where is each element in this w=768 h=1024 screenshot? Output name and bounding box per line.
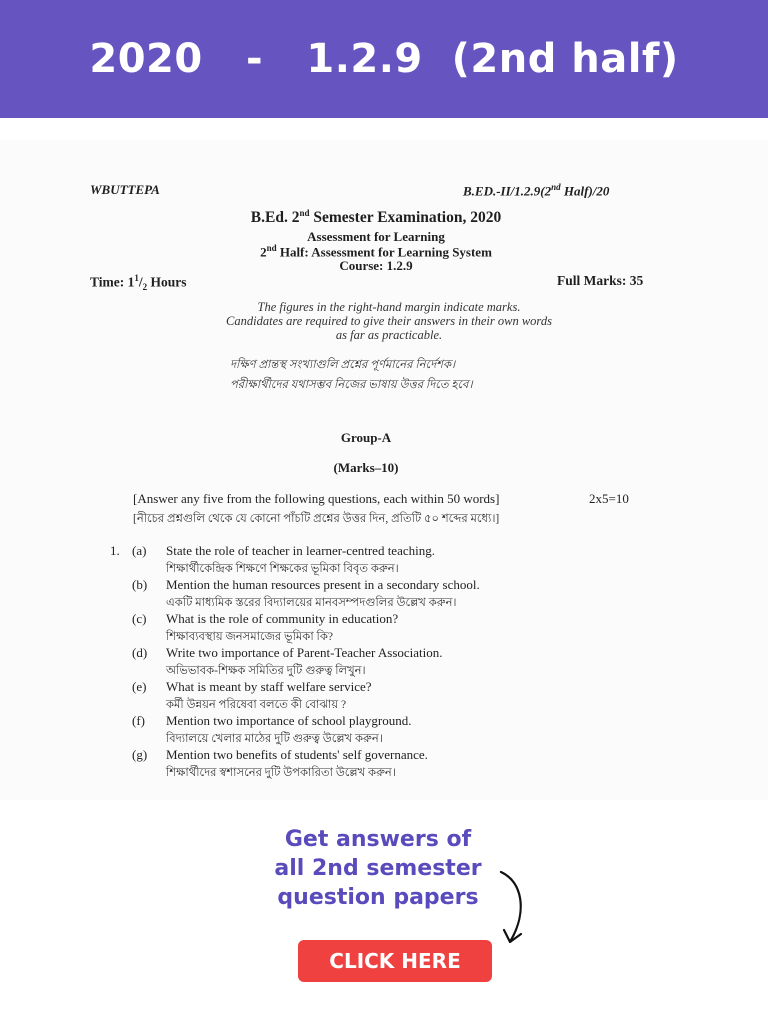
answer-instruction-bn: [নীচের প্রশ্নগুলি থেকে যে কোনো পাঁচটি প্রশ্নের উত্তর দিন, প্রতিটি ৫০ শব্দের মধ্যে।] — [133, 513, 500, 525]
question-text-bn: অভিভাবক-শিক্ষক সমিতির দুটি গুরুত্ব লিখুন। — [166, 665, 366, 677]
title-banner — [0, 0, 768, 118]
question-letter: (b) — [132, 577, 148, 592]
instruction-en-2: Candidates are required to give their answers in their own words — [226, 314, 552, 328]
instruction-bn-2: পরীক্ষার্থীদের যথাসম্ভব নিজের ভাষায় উত্তর দিতে হবে। — [230, 379, 473, 391]
cta-line-3: question papers — [277, 885, 479, 910]
question-letter: (a) — [132, 543, 147, 558]
banner-title: 2020 - 1.2.9 (2nd half) — [89, 36, 679, 82]
header-left: WBUTTEPA — [90, 182, 160, 197]
full-marks: Full Marks: 35 — [557, 273, 644, 288]
question-text: Mention two importance of school playground. — [166, 713, 412, 728]
question-text-bn: একটি মাধ্যমিক স্তরের বিদ্যালয়ের মানবসম্পদগুলির উল্লেখ করুন। — [166, 597, 457, 609]
curved-arrow-down-icon — [493, 868, 533, 950]
question-letter: (e) — [132, 679, 147, 694]
answer-instruction: [Answer any five from the following questions, each within 50 words] — [133, 491, 500, 506]
instruction-en-1: The figures in the right-hand margin indicate marks. — [257, 300, 521, 314]
question-text: Write two importance of Parent-Teacher Association. — [166, 645, 443, 660]
question-letter: (c) — [132, 611, 147, 626]
question-text-bn: শিক্ষার্থীদের স্বশাসনের দুটি উপকারিতা উল্লেখ করুন। — [166, 767, 396, 779]
question-text: What is the role of community in education? — [166, 611, 399, 626]
question-text: Mention two benefits of students' self governance. — [166, 747, 428, 762]
question-letter: (g) — [132, 747, 148, 762]
question-number: 1. — [110, 543, 120, 558]
question-text: Mention the human resources present in a secondary school. — [166, 577, 480, 592]
question-letter: (f) — [132, 713, 145, 728]
cta-line-2: all 2nd semester — [274, 856, 482, 881]
cta-line-1: Get answers of — [284, 827, 472, 852]
question-text-bn: বিদ্যালয়ে খেলার মাঠের দুটি গুরুত্ব উল্লেখ করুন। — [166, 733, 383, 745]
subject-title: Assessment for Learning — [307, 229, 445, 244]
question-text: What is meant by staff welfare service? — [166, 679, 372, 694]
time-allowed: Time: $1^1/_2$ Hours — [90, 273, 187, 293]
question-text-bn: শিক্ষাব্যবস্থায় জনসমাজের ভূমিকা কি? — [166, 631, 333, 643]
question-text-bn: কর্মী উন্নয়ন পরিষেবা বলতে কী বোঝায় ? — [166, 699, 347, 711]
course-code: Course: 1.2.9 — [339, 258, 413, 273]
cta-message — [228, 825, 528, 912]
group-marks: (Marks–10) — [333, 460, 399, 475]
instruction-bn-1: দক্ষিণ প্রান্তস্থ সংখ্যাগুলি প্রশ্নের পূর্ণমানের নির্দেশক। — [230, 359, 456, 371]
instruction-en-3: as far as practicable. — [335, 328, 443, 342]
question-paper — [0, 140, 768, 800]
half-title: 2nd Half: Assessment for Learning System — [260, 243, 492, 260]
answer-marks: 2x5=10 — [589, 491, 629, 506]
click-here-button[interactable]: CLICK HERE — [298, 940, 492, 982]
question-text-bn: শিক্ষার্থীকেন্দ্রিক শিক্ষণে শিক্ষকের ভূমিকা বিবৃত করুন। — [166, 563, 399, 575]
group-heading: Group-A — [340, 430, 392, 445]
exam-title: B.Ed. 2nd Semester Examination, 2020 — [250, 208, 502, 227]
question-letter: (d) — [132, 645, 148, 660]
header-right: B.ED.-II/1.2.9(2nd Half)/20 — [463, 182, 610, 199]
question-text: State the role of teacher in learner-centred teaching. — [166, 543, 435, 558]
